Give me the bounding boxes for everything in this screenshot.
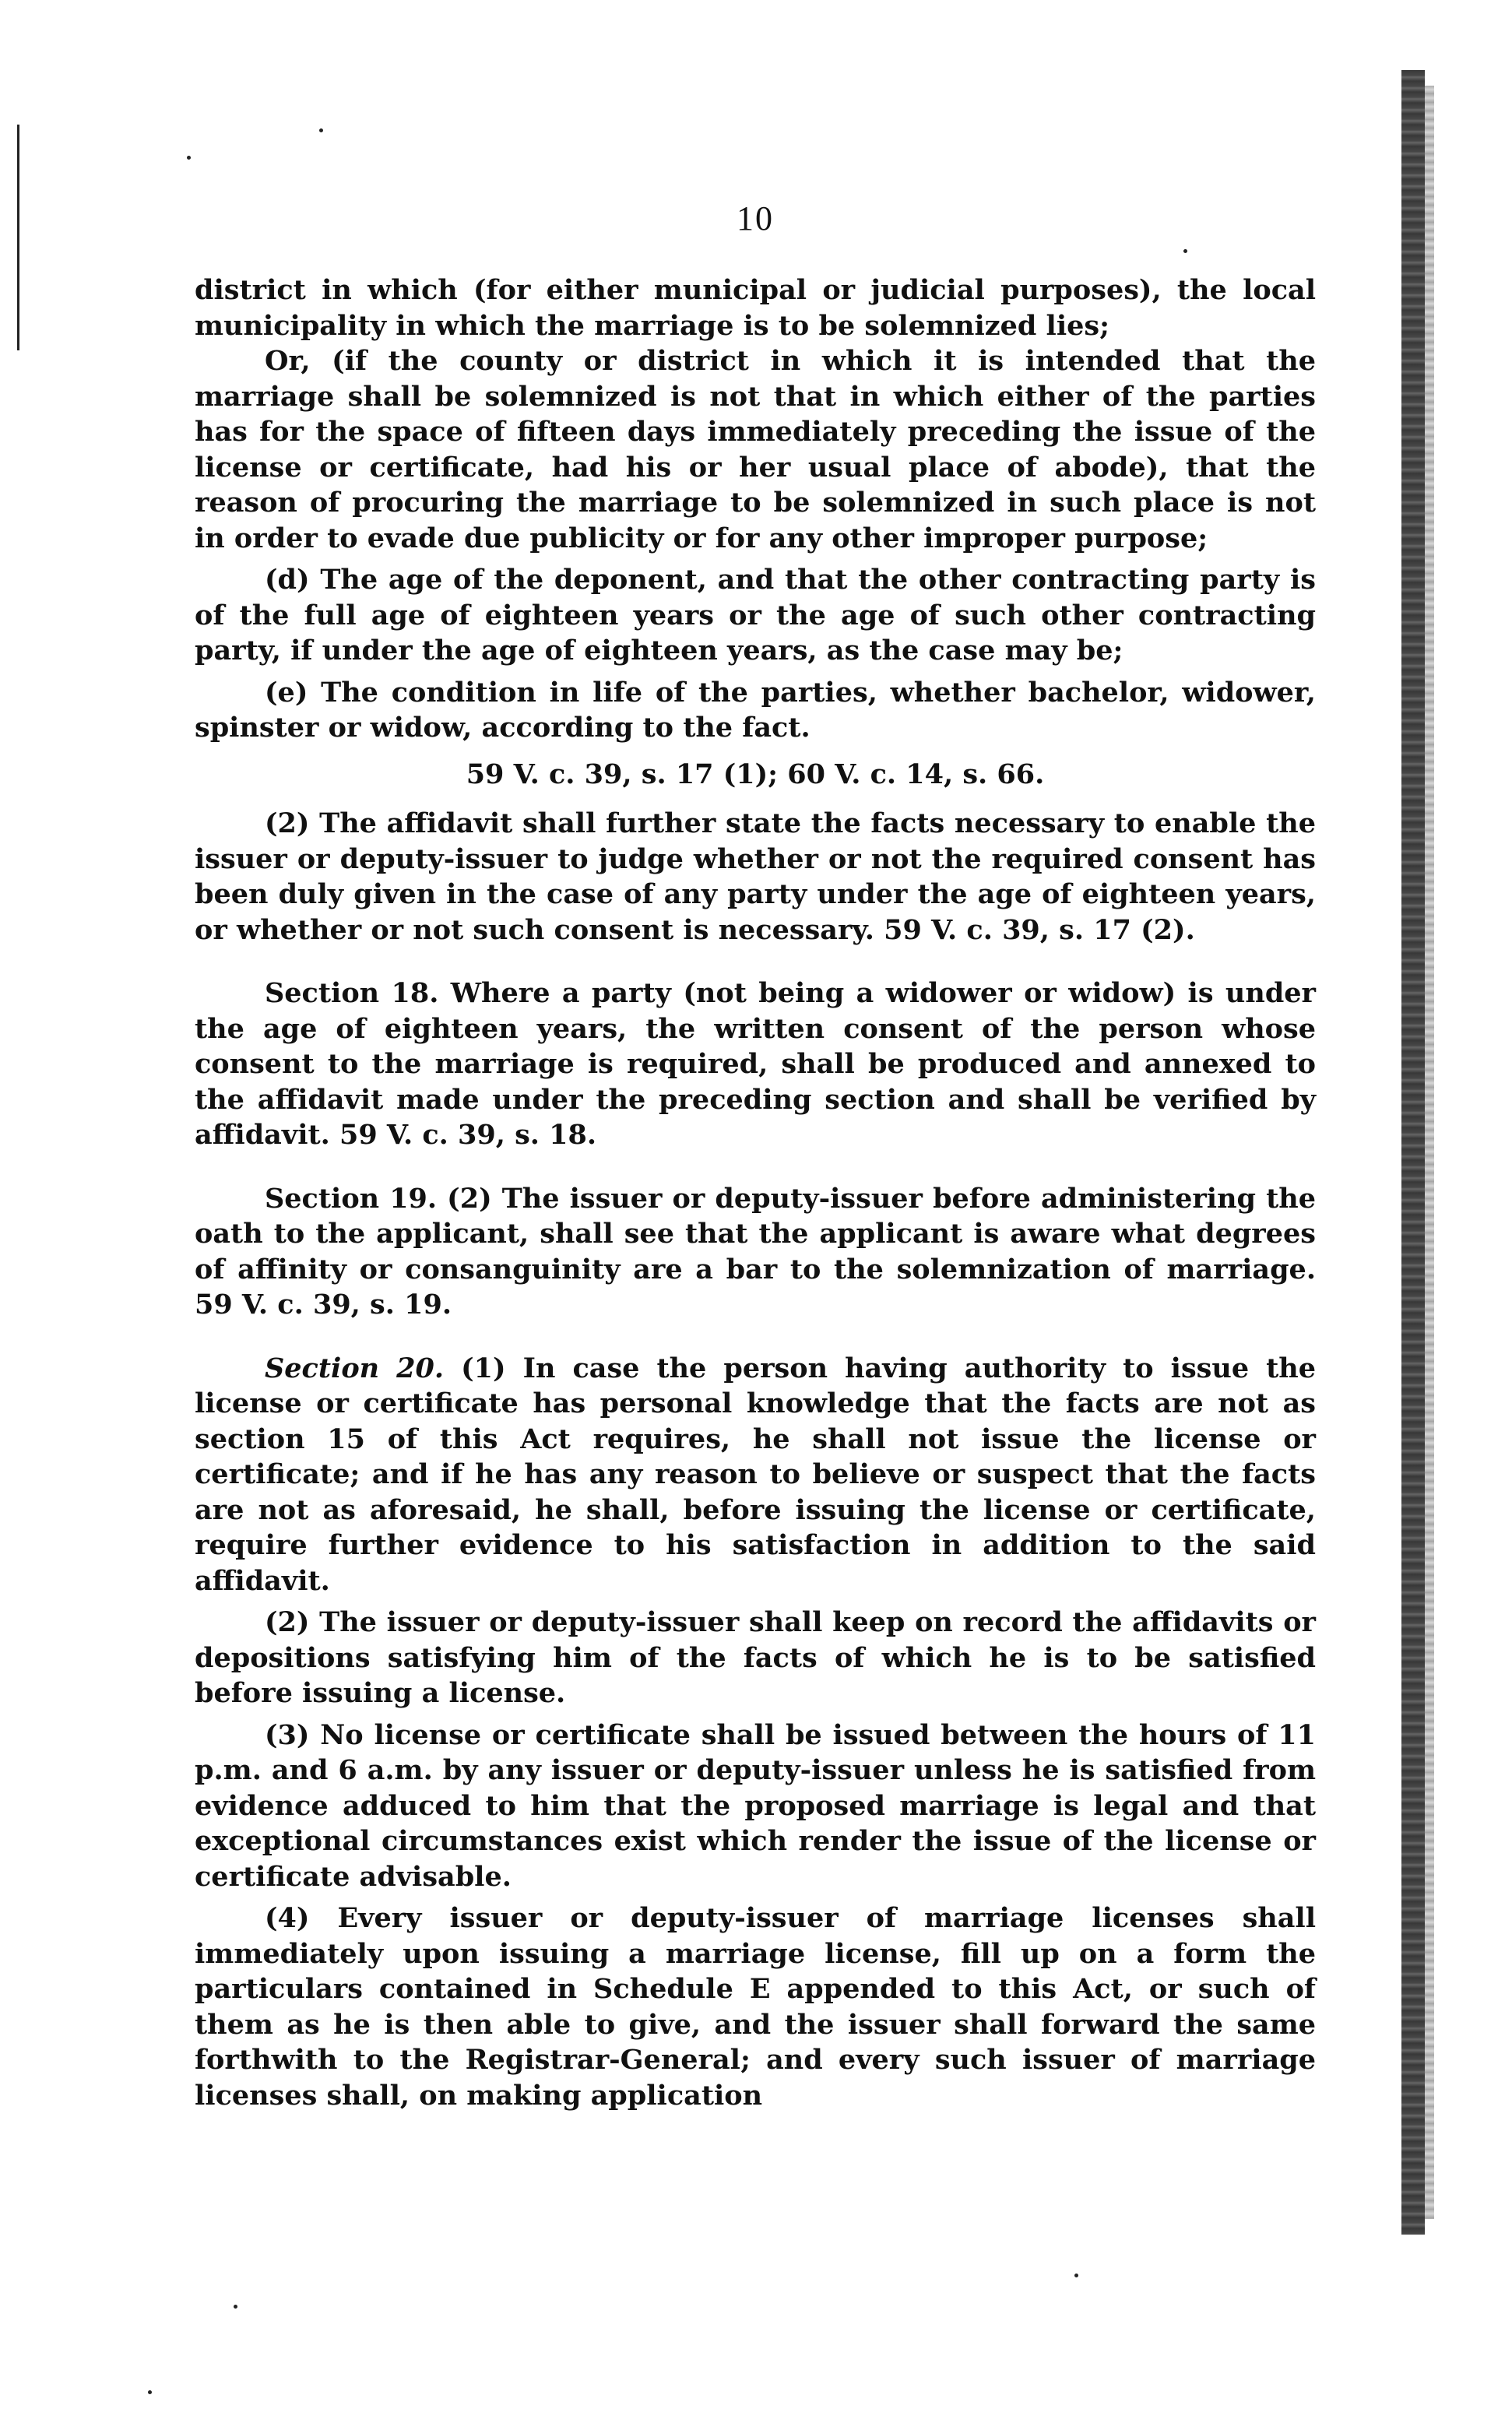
speck [187,156,191,160]
paragraph: (2) The affidavit shall further state the facts necessary to enable the issuer or deputy-issuer to judge whether or not the required consent has been duly given in the case of any party under the age of eighteen years, or whether or not such consent is necessary. 59 V. c. 39, s. 17 (2). [195,807,1316,946]
paragraph: (2) The issuer or deputy-issuer shall keep on record the affidavits or depositions satisfying him of the facts of which he is to be satisfied before issuing a license. [195,1606,1316,1709]
speck [148,2390,152,2394]
citation: 59 V. c. 39, s. 17 (1); 60 V. c. 14, s. 66. [466,758,1045,790]
binding-gutter [1401,70,1425,2235]
page-number: 10 [737,199,774,237]
paragraph: district in which (for either municipal or judicial purposes), the local municipality in which the marriage is to be solemnized lies; [195,274,1316,342]
paragraph [195,1351,1316,1599]
paragraph: Section 19. (2) The issuer or deputy-issuer before administering the oath to the applicant, shall see that the applicant is aware what degrees of affinity or consanguinity are a bar to the solemnization of marriage. 59 V. c. 39, s. 19. [195,1182,1316,1321]
paragraph: (e) The condition in life of the parties, whether bachelor, widower, spinster or widow, according to the fact. [195,676,1316,744]
main-text [195,273,1316,2113]
section-heading: Section 20. [265,1352,445,1384]
binding-edge [1425,86,1434,2219]
paragraph: (d) The age of the deponent, and that the other contracting party is of the full age of eighteen years or the age of such other contracting party, if under the age of eighteen years, as the case may be; [195,564,1316,666]
paragraph-body: (1) In case the person having authority to issue the license or certificate has personal knowledge that the facts are not as section 15 of this Act requires, he shall not issue the license or certificate; and if he has any reason to believe or suspect that the facts are not as aforesaid, he shall, before issuing the license or certificate, require further evidence to his satisfaction in addition to the said affidavit. [195,1352,1317,1597]
speck [234,2305,237,2309]
speck [319,128,323,132]
speck [1183,249,1187,253]
speck [1074,2274,1078,2277]
paragraph: Or, (if the county or district in which it is intended that the marriage shall be solemnized is not that in which either of the parties has for the space of fifteen days immediately preceding the issue of the license or certificate, had his or her usual place of abode), that the reason of procuring the marriage to be solemnized in such place is not in order to evade due publicity or for any other improper purpose; [195,345,1316,554]
paragraph: Section 18. Where a party (not being a widower or widow) is under the age of eighteen years, the written consent of the person whose consent to the marriage is required, shall be produced and annexed to the affidavit made under the preceding section and shall be verified by affidavit. 59 V. c. 39, s. 18. [195,977,1316,1151]
paragraph: (4) Every issuer or deputy-issuer of marriage licenses shall immediately upon issuing a marriage license, fill up on a form the particulars contained in Schedule E appended to this Act, or such of them as he is then able to give, and the issuer shall forward the same forthwith to the Registrar-General; and every such issuer of marriage licenses shall, on making application [195,1902,1316,2112]
left-edge-mark [17,125,19,350]
paragraph: (3) No license or certificate shall be issued between the hours of 11 p.m. and 6 a.m. by any issuer or deputy-issuer unless he is satisfied from evidence adduced to him that the proposed marriage is legal and that exceptional circumstances exist which render the issue of the license or certificate advisable. [195,1718,1316,1893]
